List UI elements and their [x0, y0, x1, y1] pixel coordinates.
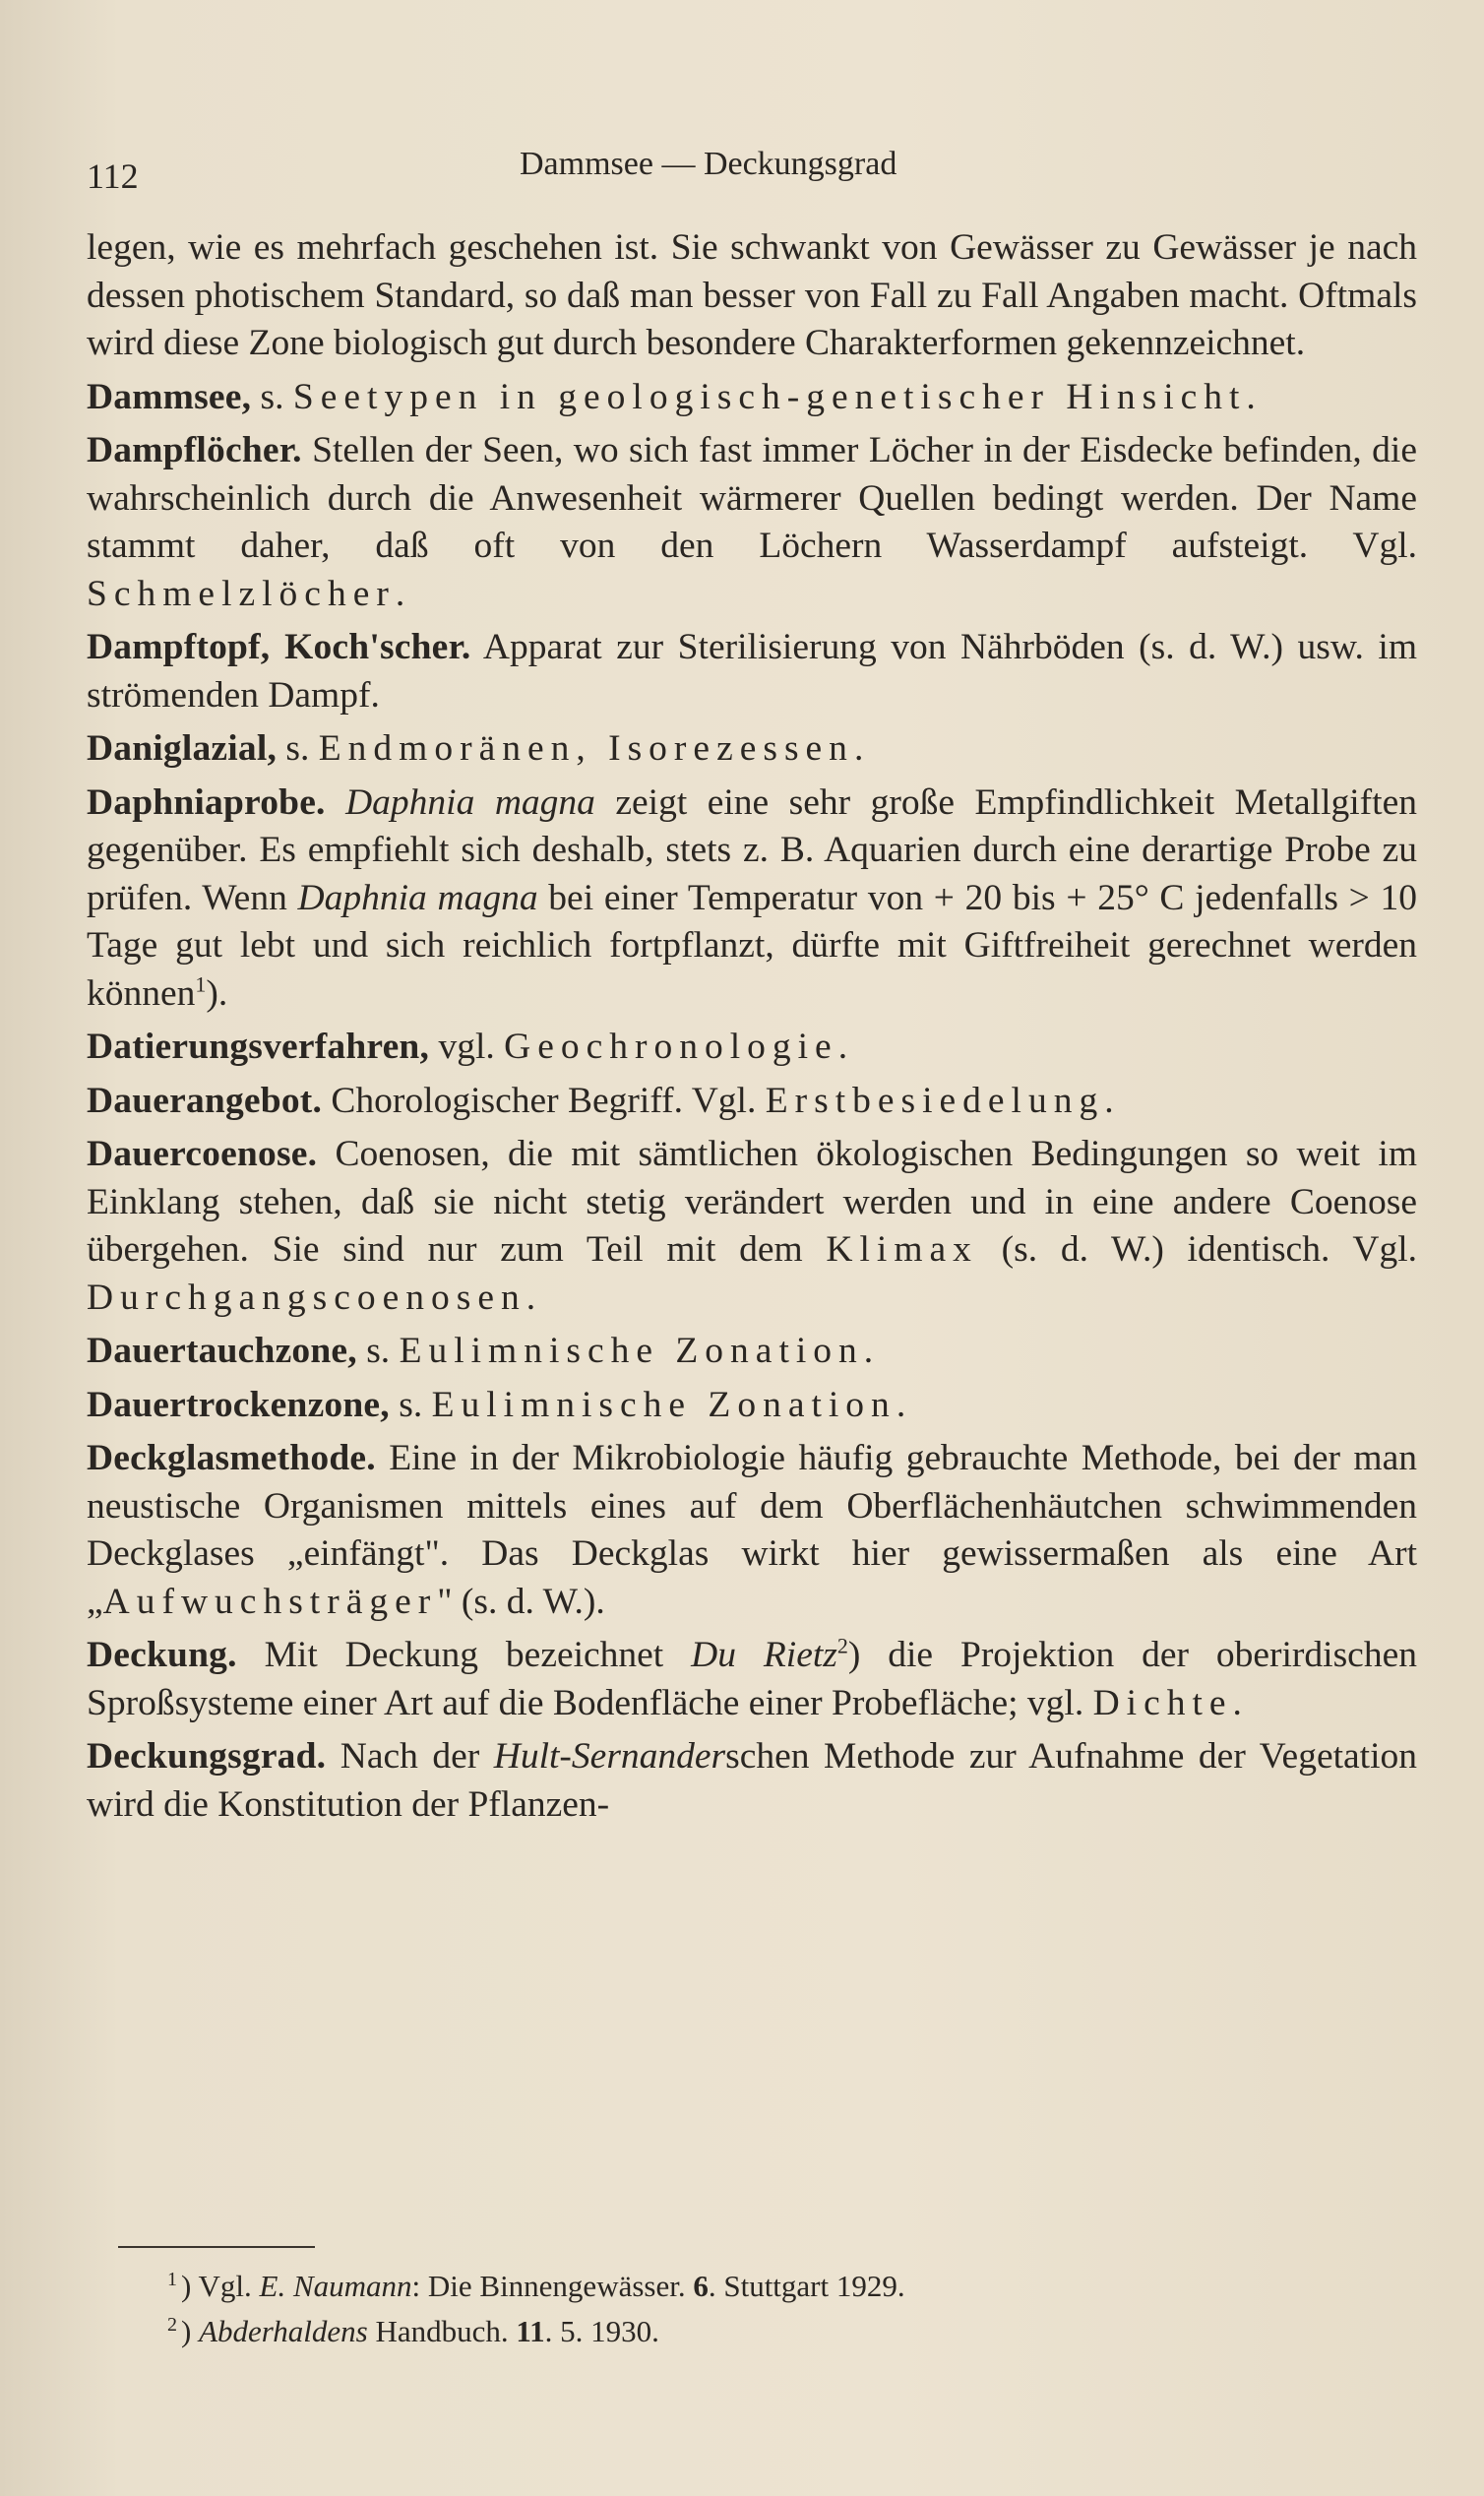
lemma: Dauertauchzone,: [87, 1331, 357, 1371]
entry-dauercoenose: [87, 1131, 1417, 1322]
lemma: Dampflöcher.: [87, 430, 302, 470]
entry-deckglasmethode: [87, 1435, 1417, 1626]
entry-dauerangebot: [87, 1078, 1417, 1126]
entry-text: .: [1246, 376, 1256, 417]
footnote-text: : Die Binnengewässer.: [411, 2269, 694, 2303]
author-name: Hult-Sernander: [493, 1736, 726, 1777]
lemma: Dampftopf, Koch'scher.: [87, 627, 471, 667]
entry-text: .: [1232, 1682, 1242, 1723]
body-text: [87, 224, 1417, 1835]
cross-reference: Geochronologie: [504, 1027, 838, 1067]
footnote-author: Abderhaldens: [199, 2314, 368, 2348]
running-head: Dammsee — Deckungsgrad: [520, 146, 897, 182]
footnote-ref: 1: [195, 971, 207, 996]
footnote-2: [167, 2309, 1348, 2354]
cross-reference: Schmelzlöcher: [87, 573, 396, 614]
entry-text: .: [526, 1277, 536, 1318]
entry-text: .: [896, 1384, 906, 1425]
intro-paragraph: legen, wie es mehrfach geschehen ist. Sie schwankt von Gewässer zu Gewässer je nach dessen photischem Standard, so daß man besser von Fall zu Fall Angaben macht. Oftmals wird diese Zone biologisch gut durch besondere Charakterformen gekennzeichnet.: [87, 227, 1417, 363]
footnote-text: ) Vgl.: [181, 2269, 260, 2303]
lemma: Deckungsgrad.: [87, 1736, 327, 1777]
entry-text: .: [1104, 1080, 1114, 1121]
entry-daniglazial: [87, 725, 1417, 774]
footnote-volume: 11: [516, 2314, 545, 2348]
entry-dauertrockenzone: [87, 1382, 1417, 1430]
entry-text: s.: [251, 376, 293, 417]
lemma: Dauercoenose.: [87, 1134, 318, 1174]
entry-text: schen Methode zur Aufnahme der Vegetation wird die Konstitution der Pflanzen-: [87, 1736, 1417, 1825]
cross-reference: Erstbesiedelung: [765, 1080, 1105, 1121]
entry-text: .: [863, 1331, 874, 1371]
lemma: Deckung.: [87, 1635, 237, 1675]
entry-text: ).: [206, 972, 228, 1014]
entry-text: .: [837, 1027, 848, 1067]
entry-text: vgl.: [429, 1027, 505, 1067]
page-number: 112: [87, 156, 139, 196]
footnotes: [167, 2264, 1348, 2354]
cross-reference: Dichte: [1092, 1682, 1233, 1723]
entry-text: " (s. d. W.).: [437, 1581, 605, 1622]
entry-text: bei einer Temperatur von + 20 bis + 25° C jedenfalls > 10 Tage gut lebt und sich reichlich fortpflanzt, dürfte mit Giftfreiheit gerechnet werden können: [87, 877, 1417, 1014]
entry-text: zeigt eine sehr große Empfindlichkeit Metallgiften gegenüber. Es empfiehlt sich deshalb, stets z. B. Aquarien durch eine derartige Probe zu prüfen. Wenn: [87, 781, 1417, 918]
entry-dampftopf: [87, 624, 1417, 719]
entry-datierungsverfahren: [87, 1024, 1417, 1072]
entry-text: s.: [356, 1331, 400, 1371]
footnote-mark: 2: [167, 2313, 177, 2336]
entry-text: ) die Projektion der oberirdischen Sproßsysteme einer Art auf die Bodenfläche einer Probefläche; vgl.: [87, 1635, 1417, 1723]
footnote-text: . Stuttgart 1929.: [708, 2269, 905, 2303]
cross-reference: Seetypen in geologisch-genetischer Hinsicht: [292, 376, 1247, 417]
cross-reference: Klimax: [826, 1229, 978, 1270]
entry-text: (s. d. W.) identisch. Vgl.: [977, 1229, 1417, 1270]
entry-text: s.: [277, 728, 319, 769]
lemma: Deckglasmethode.: [87, 1438, 376, 1478]
lemma: Daniglazial,: [87, 728, 278, 769]
cross-reference: Eulimnische Zonation: [431, 1384, 897, 1425]
author-name: Du Rietz: [691, 1635, 837, 1675]
page-header: [87, 146, 1425, 205]
entry-text: Chorologischer Begriff. Vgl.: [322, 1080, 766, 1121]
entry-dampfloecher: [87, 427, 1417, 618]
cross-reference: Aufwuchsträger: [102, 1581, 438, 1622]
entry-dammsee: [87, 374, 1417, 422]
lemma: Dammsee,: [87, 376, 252, 417]
entry-text: Nach der: [326, 1736, 494, 1777]
footnote-mark: 1: [167, 2268, 177, 2290]
entry-text: Mit Deckung bezeichnet: [236, 1635, 692, 1675]
cross-reference: Eulimnische Zonation: [399, 1331, 864, 1371]
entry-text: s.: [389, 1384, 432, 1425]
cross-reference: Endmoränen, Isorezessen: [318, 728, 854, 769]
entry-text: Stellen der Seen, wo sich fast immer Löcher in der Eisdecke befinden, die wahrscheinlich durch die Anwesenheit wärmerer Quellen bedingt werden. Der Name stammt daher, daß oft von den Löchern Wasserdampf aufsteigt. Vgl.: [87, 430, 1417, 566]
species-name: Daphnia magna: [325, 781, 595, 823]
footnote-1: [167, 2264, 1348, 2309]
lemma: Daphniaprobe.: [87, 781, 326, 823]
footnote-ref: 2: [836, 1633, 848, 1658]
entry-text: Eine in der Mikrobiologie häufig gebrauchte Methode, bei der man neustische Organismen mittels eines auf dem Oberflächenhäutchen schwimmenden Deckglases „einfängt". Das Deckglas wirkt hier gewissermaßen als eine Art „: [87, 1438, 1417, 1622]
lemma: Dauerangebot.: [87, 1080, 323, 1121]
entry-text: .: [395, 573, 405, 614]
footnote-volume: 6: [693, 2269, 709, 2303]
lemma: Dauertrockenzone,: [87, 1384, 390, 1425]
footnote-divider: [118, 2246, 315, 2248]
footnote-text: . 5. 1930.: [544, 2314, 659, 2348]
entry-daphniaprobe: [87, 780, 1417, 1019]
footnote-text: Handbuch.: [367, 2314, 517, 2348]
cross-reference: Durchgangscoenosen: [87, 1277, 526, 1318]
entry-dauertauchzone: [87, 1328, 1417, 1376]
entry-deckungsgrad: [87, 1733, 1417, 1829]
footnote-text: ): [181, 2314, 200, 2348]
entry-text: Apparat zur Sterilisierung von Nährböden (s. d. W.) usw. im strömenden Dampf.: [87, 627, 1417, 716]
entry-text: Coenosen, die mit sämtlichen ökologischen Bedingungen so weit im Einklang stehen, daß sie nicht stetig verändert werden und in eine andere Coenose übergehen. Sie sind nur zum Teil mit dem: [87, 1134, 1417, 1270]
species-name: Daphnia magna: [297, 877, 538, 918]
entry-deckung: [87, 1632, 1417, 1727]
entry-text: .: [853, 728, 864, 769]
lemma: Datierungsverfahren,: [87, 1027, 430, 1067]
footnote-author: E. Naumann: [259, 2269, 412, 2303]
